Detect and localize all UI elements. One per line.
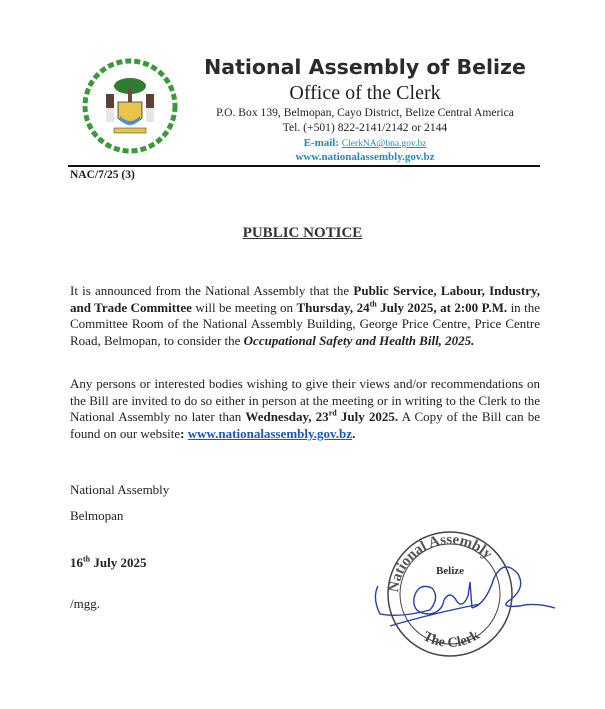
website-header: www.nationalassembly.gov.bz xyxy=(295,151,435,163)
bill-name: Occupational Safety and Health Bill, 2025. xyxy=(243,332,475,348)
deadline-date: Wednesday, 23rd July 2025. xyxy=(245,408,399,425)
closing-line-2: Belmopan xyxy=(70,508,124,523)
website-link[interactable]: www.nationalassembly.gov.bz xyxy=(187,425,353,441)
issue-date: 16th July 2025 xyxy=(70,554,147,570)
text: will be meeting on xyxy=(191,299,297,315)
official-stamp xyxy=(370,518,560,668)
email-line xyxy=(200,137,530,149)
initials: /mgg. xyxy=(70,596,100,611)
email-link[interactable]: ClerkNA@bna.gov.bz xyxy=(341,139,427,149)
postal-address: P.O. Box 139, Belmopan, Cayo District, Belize Central America xyxy=(216,106,514,119)
invitation-paragraph: Any persons or interested bodies wishing to give their views and/or recommendations on the Bill are invited to do so either in person at the meeting or in writing to the Clerk to the National Assembly no later than Wednesday, 23rd July 2025. A Copy of the Bill can be found on our website: www.nationalassembly.gov.bz. xyxy=(70,376,541,441)
stamp-bottom-text: The Clerk xyxy=(420,627,483,651)
stamp-center-text: Belize xyxy=(435,565,465,577)
office-name: Office of the Clerk xyxy=(289,82,441,104)
committee-name: Public Service, Labour, Industry, and Trade Committee xyxy=(70,283,541,315)
organization-name: National Assembly of Belize xyxy=(204,55,526,79)
email-label: E-mail: xyxy=(303,137,340,149)
closing-line-1: National Assembly xyxy=(70,482,170,497)
text: in the Committee Room of the National Assembly Building, George Price Centre, Price Centre Road, Belmopan, to consider the xyxy=(70,299,540,348)
notice-title: PUBLIC NOTICE xyxy=(242,225,363,241)
telephone: Tel. (+501) 822-2141/2142 or 2144 xyxy=(282,121,448,134)
reference-number: NAC/7/25 (3) xyxy=(70,169,135,181)
text: A Copy of the Bill can be found on our website xyxy=(70,409,541,441)
text: It is announced from the National Assembly that the xyxy=(70,283,354,298)
stamp-top-text: National Assembly xyxy=(385,531,496,594)
text: Any persons or interested bodies wishing to give their views and/or recommendations on the Bill are invited to do so either in person at the meeting or in writing to the Clerk to the National Assembly no later than xyxy=(70,376,540,425)
meeting-date: Thursday, 24th July 2025, at 2:00 P.M. xyxy=(296,299,508,315)
coat-of-arms-icon xyxy=(78,54,182,158)
announcement-paragraph xyxy=(70,283,540,349)
header-divider xyxy=(68,165,540,167)
